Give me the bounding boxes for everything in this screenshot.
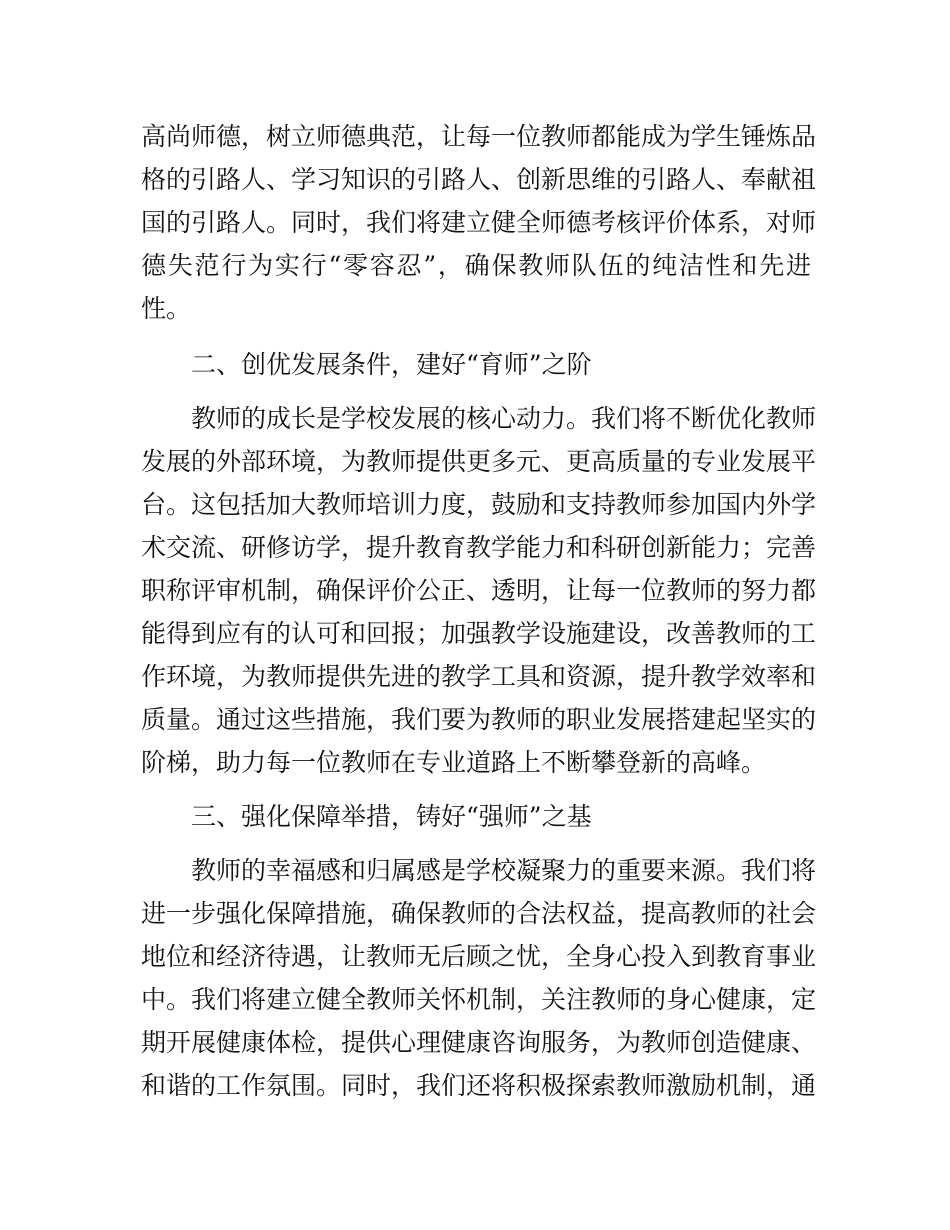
body-text-line: 和谐的工作氛围。同时，我们还将积极探索教师激励机制，通 [141, 1071, 817, 1100]
body-text-line: 德失范行为实行“零容忍”，确保教师队伍的纯洁性和先进 [141, 251, 811, 280]
body-text-line: 格的引路人、学习知识的引路人、创新思维的引路人、奉献祖 [141, 165, 817, 194]
body-text-line: 能得到应有的认可和回报；加强教学设施建设，改善教师的工 [141, 619, 817, 648]
body-text-line: 质量。通过这些措施，我们要为教师的职业发展搭建起坚实的 [141, 705, 817, 734]
body-text-line: 性。 [141, 294, 192, 323]
body-text-line: 作环境，为教师提供先进的教学工具和资源，提升教学效率和 [141, 662, 817, 691]
section-heading: 二、创优发展条件，建好“育师”之阶 [191, 350, 592, 379]
body-text-line: 高尚师德，树立师德典范，让每一位教师都能成为学生锤炼品 [141, 122, 817, 151]
body-text-line: 发展的外部环境，为教师提供更多元、更高质量的专业发展平 [141, 447, 817, 476]
body-text-line: 术交流、研修访学，提升教育教学能力和科研创新能力；完善 [141, 533, 817, 562]
body-text-line: 阶梯，助力每一位教师在专业道路上不断攀登新的高峰。 [141, 748, 767, 777]
body-text-line: 台。这包括加大教师培训力度，鼓励和支持教师参加国内外学 [141, 490, 817, 519]
section-heading: 三、强化保障举措，铸好“强师”之基 [191, 802, 592, 831]
body-text-line: 期开展健康体检，提供心理健康咨询服务，为教师创造健康、 [141, 1028, 817, 1057]
body-text-line: 教师的幸福感和归属感是学校凝聚力的重要来源。我们将 [191, 856, 817, 885]
body-text-line: 地位和经济待遇，让教师无后顾之忧，全身心投入到教育事业 [141, 942, 817, 971]
body-text-line: 进一步强化保障措施，确保教师的合法权益，提高教师的社会 [141, 899, 817, 928]
body-text-line: 国的引路人。同时，我们将建立健全师德考核评价体系，对师 [141, 208, 817, 237]
body-text-line: 职称评审机制，确保评价公正、透明，让每一位教师的努力都 [141, 576, 817, 605]
body-text-line: 教师的成长是学校发展的核心动力。我们将不断优化教师 [191, 404, 817, 433]
body-text-line: 中。我们将建立健全教师关怀机制，关注教师的身心健康，定 [141, 985, 817, 1014]
